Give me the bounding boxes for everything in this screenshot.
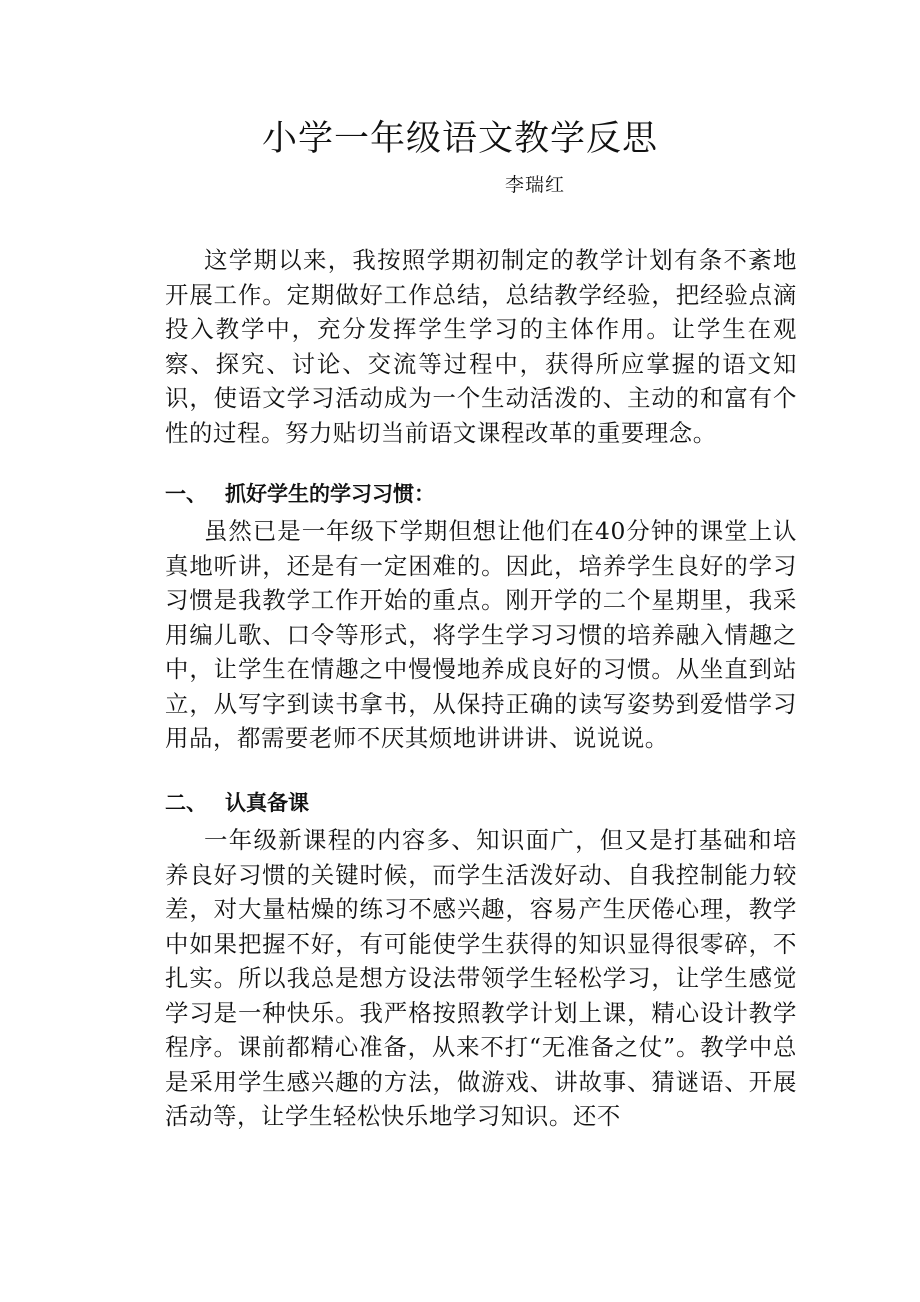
section-number-2: 二、 [165,791,207,815]
intro-paragraph: 这学期以来，我按照学期初制定的教学计划有条不紊地开展工作。定期做好工作总结，总结教学经验，把经验点滴投入教学中，充分发挥学生学习的主体作用。让学生在观察、探究、讨论、交流等过程中，获得所应掌握的语文知识，使语文学习活动成为一个生动活泼的、主动的和富有个性的过程。努力贴切当前语文课程改革的重要理念。 [165,246,797,447]
section-title-2: 认真备课 [225,791,309,815]
section-heading-2 [165,788,309,818]
section-number-1: 一、 [165,482,207,506]
document-title: 小学一年级语文教学反思 [261,119,658,159]
author-name: 李瑞红 [505,174,566,196]
section-title-1: 抓好学生的学习习惯： [225,482,435,506]
section-heading-1 [165,479,435,509]
section-paragraph-1: 虽然已是一年级下学期但想让他们在40分钟的课堂上认真地听讲，还是有一定困难的。因此，培养学生良好的学习习惯是我教学工作开始的重点。刚开学的二个星期里，我采用编儿歌、口令等形式，将学生学习习惯的培养融入情趣之中，让学生在情趣之中慢慢地养成良好的习惯。从坐直到站立，从写字到读书拿书，从保持正确的读写姿势到爱惜学习用品，都需要老师不厌其烦地讲讲讲、说说说。 [165,517,797,752]
section-paragraph-2: 一年级新课程的内容多、知识面广，但又是打基础和培养良好习惯的关键时候，而学生活泼好动、自我控制能力较差，对大量枯燥的练习不感兴趣，容易产生厌倦心理，教学中如果把握不好，有可能使学生获得的知识显得很零碎，不扎实。所以我总是想方设法带领学生轻松学习，让学生感觉学习是一种快乐。我严格按照教学计划上课，精心设计教学程序。课前都精心准备，从来不打“无准备之仗”。教学中总是采用学生感兴趣的方法，做游戏、讲故事、猜谜语、开展活动等，让学生轻松快乐地学习知识。还不 [165,826,797,1130]
